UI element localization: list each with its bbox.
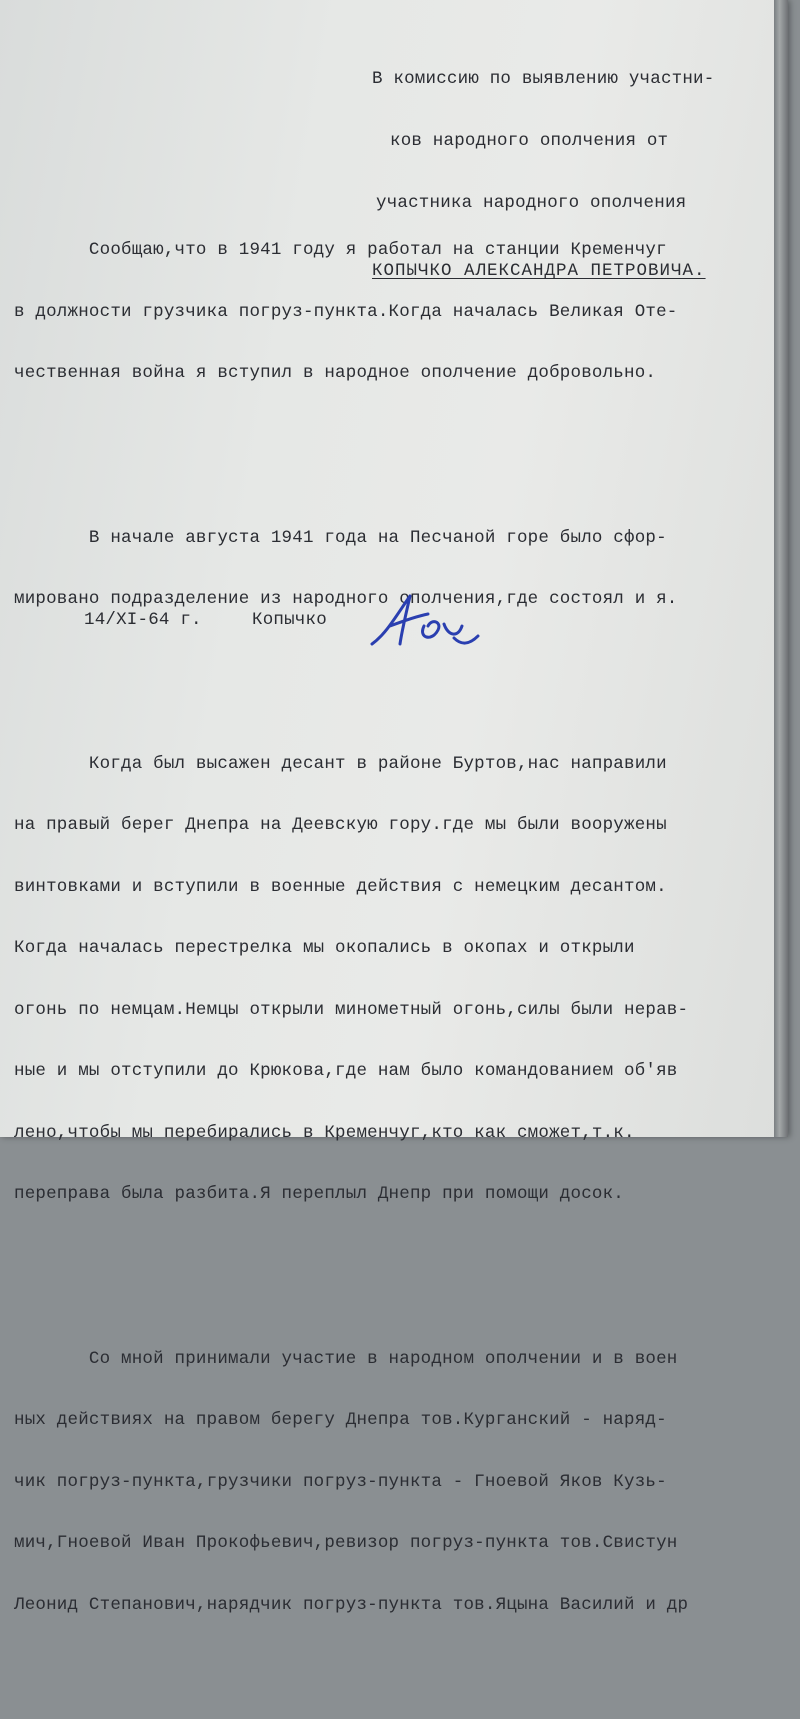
date-text: 14/XI-64 г.: [84, 610, 202, 630]
paragraph-line: Леонид Степанович,нарядчик погруз-пункта тов.Яцына Василий и др: [14, 1594, 689, 1615]
paragraph-3: [14, 714, 784, 1246]
paragraph-line: мировано подразделение из народного ополчения,где состоял и я.: [14, 589, 678, 609]
paragraph-1: [14, 200, 784, 425]
paragraph-line: Со мной принимали участие в народном ополчении и в воен: [14, 1348, 678, 1369]
paragraph-line: лено,чтобы мы перебирались в Кременчуг,кто как сможет,т.к.: [14, 1122, 635, 1143]
addressee-line-2: ков народного ополчения от: [390, 131, 669, 151]
paragraph-4: [14, 1309, 784, 1657]
addressee-line-1: В комиссию по выявлению участни-: [372, 69, 715, 89]
paragraph-line: чественная война я вступил в народное ополчение добровольно.: [14, 363, 657, 383]
paragraph-line: ных действиях на правом берегу Днепра тов.Курганский - наряд-: [14, 1410, 667, 1430]
signature-line: [84, 610, 327, 690]
paragraph-line: в должности грузчика погруз-пункта.Когда началась Великая Оте-: [14, 301, 678, 322]
signer-surname: Копычко: [252, 610, 327, 630]
paragraph-line: чик погруз-пункта,грузчики погруз-пункта - Гноевой Яков Кузь-: [14, 1471, 667, 1492]
addressee-name: КОПЫЧКО АЛЕКСАНДРА ПЕТРОВИЧА.: [372, 261, 706, 281]
paragraph-line: винтовками и вступили в военные действия с немецким десантом.: [14, 876, 667, 897]
paragraph-line: Когда началась перестрелка мы окопались в окопах и открыли: [14, 938, 635, 958]
letter-body: [14, 160, 784, 1719]
handwritten-signature: [366, 586, 486, 656]
paragraph-line: переправа была разбита.Я переплыл Днепр при помощи досок.: [14, 1184, 624, 1204]
paragraph-line: мич,Гноевой Иван Прокофьевич,ревизор погруз-пункта тов.Свистун: [14, 1533, 678, 1553]
paragraph-line: ные и мы отступили до Крюкова,где нам было командованием об'яв: [14, 1061, 678, 1081]
paragraph-line: огонь по немцам.Немцы открыли минометный огонь,силы были нерав-: [14, 999, 689, 1020]
paragraph-line: на правый берег Днепра на Деевскую гору.где мы были вооружены: [14, 815, 667, 835]
signature-stroke: [372, 596, 478, 644]
paragraph-line: Сообщаю,что в 1941 году я работал на станции Кременчуг: [14, 240, 667, 260]
paragraph-line: Когда был высажен десант в районе Буртов,нас направили: [14, 753, 667, 774]
addressee-line-3: участника народного ополчения: [376, 193, 687, 213]
page-edge: [774, 0, 788, 1137]
paragraph-line: В начале августа 1941 года на Песчаной горе было сфор-: [14, 527, 667, 548]
